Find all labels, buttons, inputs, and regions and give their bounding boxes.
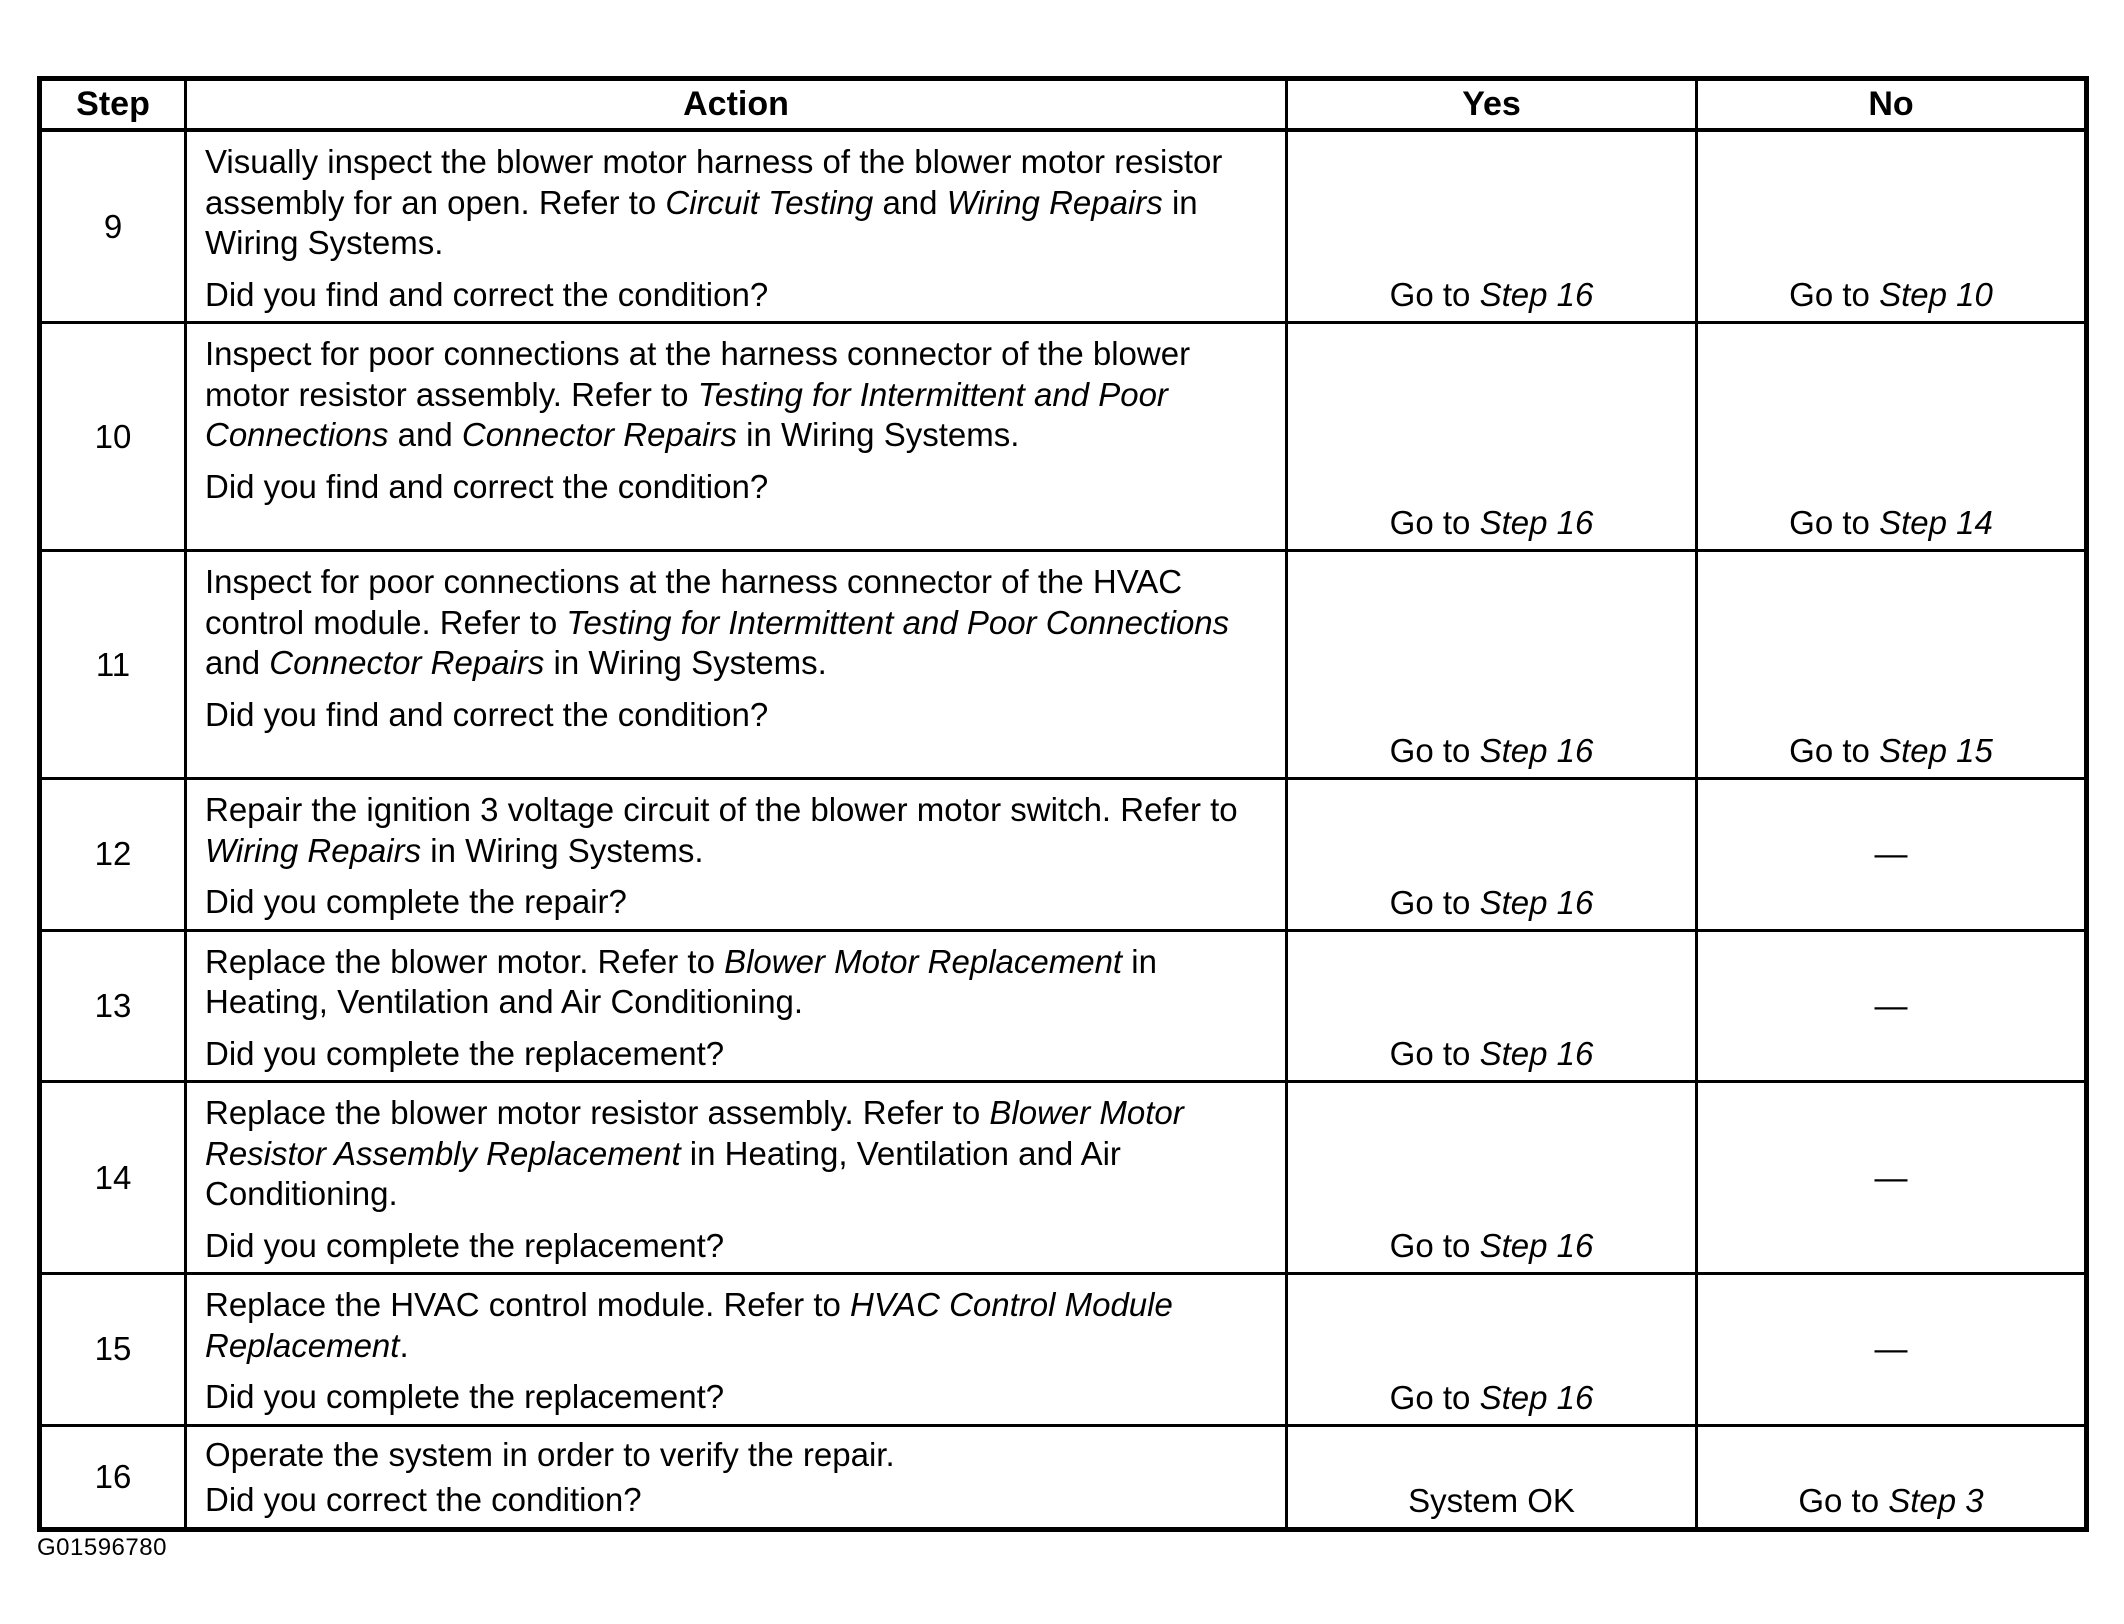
table-row — [40, 323, 2087, 551]
diagnostic-table — [37, 76, 2089, 1532]
table-row — [40, 930, 2087, 1082]
reference-text: Testing for Intermittent and Poor Connections — [566, 603, 1230, 641]
yes-result — [1287, 1082, 1697, 1274]
reference-text: Connector Repairs — [461, 416, 737, 453]
action-text — [205, 1435, 1275, 1476]
text-run: in Wiring Systems. — [544, 644, 827, 681]
action-cell — [186, 551, 1287, 779]
text-run: in Heating, Ventilation and Air Conditioning. — [205, 942, 1157, 1020]
table-header-row — [40, 79, 2087, 131]
no-result — [1697, 1082, 2087, 1274]
question-text: Did you complete the replacement? — [205, 1226, 725, 1264]
table-row — [40, 551, 2087, 779]
reference-text: Step 3 — [1888, 1481, 1984, 1519]
yes-result — [1287, 1274, 1697, 1426]
reference-text: Testing for Intermittent and Poor Connections — [205, 375, 1168, 453]
action-cell — [186, 1425, 1287, 1529]
text-run: Go to — [1389, 1227, 1480, 1264]
question-text: Did you find and correct the condition? — [205, 467, 769, 505]
text-run: Go to — [1789, 732, 1880, 769]
action-text — [205, 334, 1275, 456]
question-text: Did you complete the replacement? — [205, 1034, 725, 1072]
text-run: Go to — [1389, 1378, 1480, 1416]
text-run: Replace the blower motor. Refer to — [205, 942, 725, 980]
yes-result — [1287, 323, 1697, 551]
reference-text: Step 16 — [1479, 1378, 1594, 1416]
yes-result — [1287, 130, 1697, 323]
yes-column-header: Yes — [1287, 79, 1697, 131]
text-run: in Wiring Systems. — [737, 416, 1020, 453]
text-run: Operate the system in order to verify the repair. — [205, 1435, 895, 1473]
question-text: Did you correct the condition? — [205, 1481, 642, 1518]
action-text — [205, 790, 1275, 871]
reference-text: Step 16 — [1479, 276, 1594, 313]
text-run: Go to — [1798, 1481, 1889, 1519]
text-run: — — [1874, 835, 1908, 873]
no-result — [1697, 130, 2087, 323]
table-row — [40, 1082, 2087, 1274]
action-cell — [186, 130, 1287, 323]
text-run: Go to — [1789, 504, 1880, 541]
reference-text: Step 16 — [1479, 883, 1594, 921]
yes-result — [1287, 930, 1697, 1082]
reference-text: Step 16 — [1479, 732, 1594, 769]
reference-text: Step 10 — [1879, 276, 1993, 313]
text-run: . — [399, 1326, 409, 1364]
text-run: Repair the ignition 3 voltage circuit of the blower motor switch. Refer to — [205, 791, 1238, 828]
yes-result — [1287, 779, 1697, 931]
no-result — [1697, 1274, 2087, 1426]
text-run: in Wiring Systems. — [421, 831, 704, 869]
reference-text: HVAC Control Module Replacement — [205, 1286, 1173, 1364]
text-run: Go to — [1389, 504, 1480, 541]
step-number: 11 — [40, 551, 186, 779]
reference-text: Blower Motor Resistor Assembly Replacement — [205, 1094, 1184, 1172]
question-text: Did you complete the replacement? — [205, 1378, 725, 1415]
text-run: Replace the HVAC control module. Refer to — [205, 1286, 851, 1323]
text-run: and — [388, 416, 462, 453]
step-number: 13 — [40, 930, 186, 1082]
table-row — [40, 1425, 2087, 1529]
text-run: Go to — [1389, 883, 1480, 921]
step-column-header: Step — [40, 79, 186, 131]
no-result — [1697, 323, 2087, 551]
no-result — [1697, 779, 2087, 931]
text-run: — — [1874, 1330, 1908, 1368]
no-result — [1697, 930, 2087, 1082]
step-number: 16 — [40, 1425, 186, 1529]
text-run: Go to — [1389, 732, 1480, 769]
no-result — [1697, 1425, 2087, 1529]
table-row — [40, 130, 2087, 323]
text-run: and — [873, 183, 947, 221]
text-run: Go to — [1389, 276, 1480, 313]
reference-text: Circuit Testing — [665, 183, 874, 221]
step-number: 12 — [40, 779, 186, 931]
text-run: in Heating, Ventilation and Air Conditioning. — [205, 1134, 1121, 1212]
step-number: 10 — [40, 323, 186, 551]
action-text — [205, 562, 1275, 684]
reference-text: Step 15 — [1879, 732, 1993, 769]
text-run: Visually inspect the blower motor harness of the blower motor resistor assembly for an open. Refer to — [205, 143, 1223, 221]
reference-text: Step 16 — [1479, 504, 1594, 541]
yes-result — [1287, 551, 1697, 779]
action-text — [205, 942, 1275, 1023]
no-result — [1697, 551, 2087, 779]
no-column-header: No — [1697, 79, 2087, 131]
text-run: System OK — [1408, 1481, 1575, 1519]
reference-text: Wiring Repairs — [946, 183, 1163, 221]
text-run: and — [205, 644, 270, 681]
action-text — [205, 1285, 1275, 1366]
text-run: Inspect for poor connections at the harness connector of the blower motor resistor assembly. Refer to — [205, 335, 1191, 413]
text-run: — — [1874, 986, 1908, 1024]
step-number: 15 — [40, 1274, 186, 1426]
reference-text: Step 16 — [1479, 1035, 1594, 1072]
yes-result — [1287, 1425, 1697, 1529]
action-text — [205, 142, 1275, 264]
action-text — [205, 1093, 1275, 1215]
action-cell — [186, 1082, 1287, 1274]
step-number: 14 — [40, 1082, 186, 1274]
action-cell — [186, 779, 1287, 931]
reference-text: Step 16 — [1479, 1227, 1594, 1264]
reference-text: Blower Motor Replacement — [724, 942, 1123, 980]
text-run: Inspect for poor connections at the harness connector of the HVAC control module. Refer to — [205, 563, 1183, 641]
figure-id: G01596780 — [37, 1534, 167, 1561]
reference-text: Connector Repairs — [269, 644, 545, 681]
step-number: 9 — [40, 130, 186, 323]
action-cell — [186, 1274, 1287, 1426]
action-cell — [186, 323, 1287, 551]
text-run: — — [1874, 1158, 1908, 1196]
question-text: Did you find and correct the condition? — [205, 695, 769, 733]
question-text: Did you complete the repair? — [205, 883, 627, 920]
text-run: in Wiring Systems. — [205, 183, 1198, 261]
reference-text: Wiring Repairs — [205, 831, 422, 869]
table-row — [40, 779, 2087, 931]
table-row — [40, 1274, 2087, 1426]
reference-text: Step 14 — [1879, 504, 1993, 541]
question-text: Did you find and correct the condition? — [205, 275, 769, 313]
action-column-header: Action — [186, 79, 1287, 131]
text-run: Replace the blower motor resistor assembly. Refer to — [205, 1094, 990, 1131]
text-run: Go to — [1789, 276, 1880, 313]
action-cell — [186, 930, 1287, 1082]
text-run: Go to — [1389, 1035, 1480, 1072]
